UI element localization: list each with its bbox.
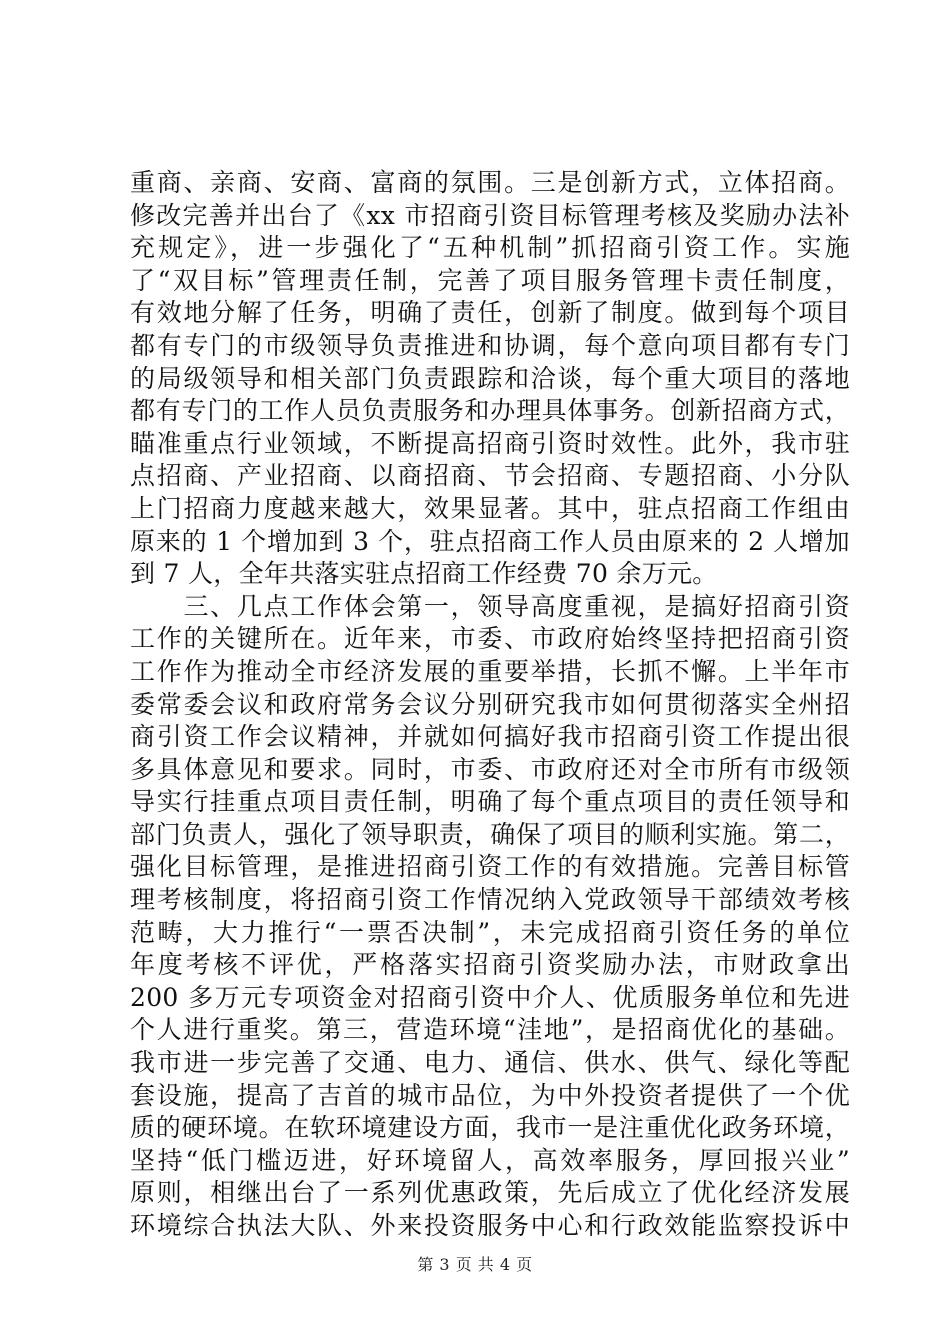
text-line: 强化目标管理，是推进招商引资工作的有效措施。完善目标管 [130, 852, 850, 882]
text-line: 都有专门的工作人员负责服务和办理具体事务。创新招商方式， [130, 396, 850, 426]
text-line: 工作的关键所在。近年来，市委、市政府始终坚持把招商引资 [130, 624, 850, 654]
text-line: 了“双目标”管理责任制，完善了项目服务管理卡责任制度， [130, 265, 850, 295]
text-line: 原来的 1 个增加到 3 个，驻点招商工作人员由原来的 2 人增加 [130, 526, 850, 556]
text-line: 委常委会议和政府常务会议分别研究我市如何贯彻落实全州招 [130, 689, 850, 719]
text-line: 200 多万元专项资金对招商引资中介人、优质服务单位和先进 [130, 982, 850, 1012]
text-line: 范畴，大力推行“一票否决制”，未完成招商引资任务的单位 [130, 917, 850, 947]
text-line: 瞄准重点行业领域，不断提高招商引资时效性。此外，我市驻 [130, 428, 850, 458]
text-line: 个人进行重奖。第三，营造环境“洼地”，是招商优化的基础。 [130, 1015, 850, 1045]
text-line: 重商、亲商、安商、富商的氛围。三是创新方式，立体招商。 [130, 168, 850, 197]
text-line: 三、几点工作体会第一，领导高度重视，是搞好招商引资 [130, 591, 850, 621]
text-line: 导实行挂重点项目责任制，明确了每个重点项目的责任领导和 [130, 787, 850, 817]
page-number-footer: 第 3 页 共 4 页 [417, 1255, 533, 1274]
text-line: 坚持“低门槛迈进，好环境留人，高效率服务，厚回报兴业” [130, 1145, 850, 1175]
text-line: 环境综合执法大队、外来投资服务中心和行政效能监察投诉中 [130, 1211, 850, 1240]
text-line: 我市进一步完善了交通、电力、通信、供水、供气、绿化等配 [130, 1048, 850, 1078]
body-text [130, 167, 850, 1243]
text-line: 年度考核不评优，严格落实招商引资奖励办法，市财政拿出 [130, 950, 850, 980]
text-line: 工作作为推动全市经济发展的重要举措，长抓不懈。上半年市 [130, 656, 850, 686]
text-line: 质的硬环境。在软环境建设方面，我市一是注重优化政务环境， [130, 1113, 850, 1143]
text-line: 理考核制度，将招商引资工作情况纳入党政领导干部绩效考核 [130, 885, 850, 915]
text-line: 都有专门的市级领导负责推进和协调，每个意向项目都有专门 [130, 330, 850, 360]
text-line: 的局级领导和相关部门负责跟踪和洽谈，每个重大项目的落地 [130, 363, 850, 393]
text-line: 到 7 人，全年共落实驻点招商工作经费 70 余万元。 [130, 559, 718, 589]
text-line: 商引资工作会议精神，并就如何搞好我市招商引资工作提出很 [130, 722, 850, 752]
text-line: 有效地分解了任务，明确了责任，创新了制度。做到每个项目 [130, 298, 850, 328]
text-line: 部门负责人，强化了领导职责，确保了项目的顺利实施。第二， [130, 819, 850, 849]
text-line: 修改完善并出台了《xx 市招商引资目标管理考核及奖励办法补 [130, 200, 850, 230]
text-line: 多具体意见和要求。同时，市委、市政府还对全市所有市级领 [130, 754, 850, 784]
text-line: 套设施，提高了吉首的城市品位，为中外投资者提供了一个优 [130, 1080, 850, 1110]
text-line: 点招商、产业招商、以商招商、节会招商、专题招商、小分队 [130, 461, 850, 491]
text-line: 上门招商力度越来越大，效果显著。其中，驻点招商工作组由 [130, 493, 850, 523]
text-line: 充规定》，进一步强化了“五种机制”抓招商引资工作。实施 [130, 233, 850, 263]
text-line: 原则，相继出台了一系列优惠政策，先后成立了优化经济发展 [130, 1178, 850, 1208]
